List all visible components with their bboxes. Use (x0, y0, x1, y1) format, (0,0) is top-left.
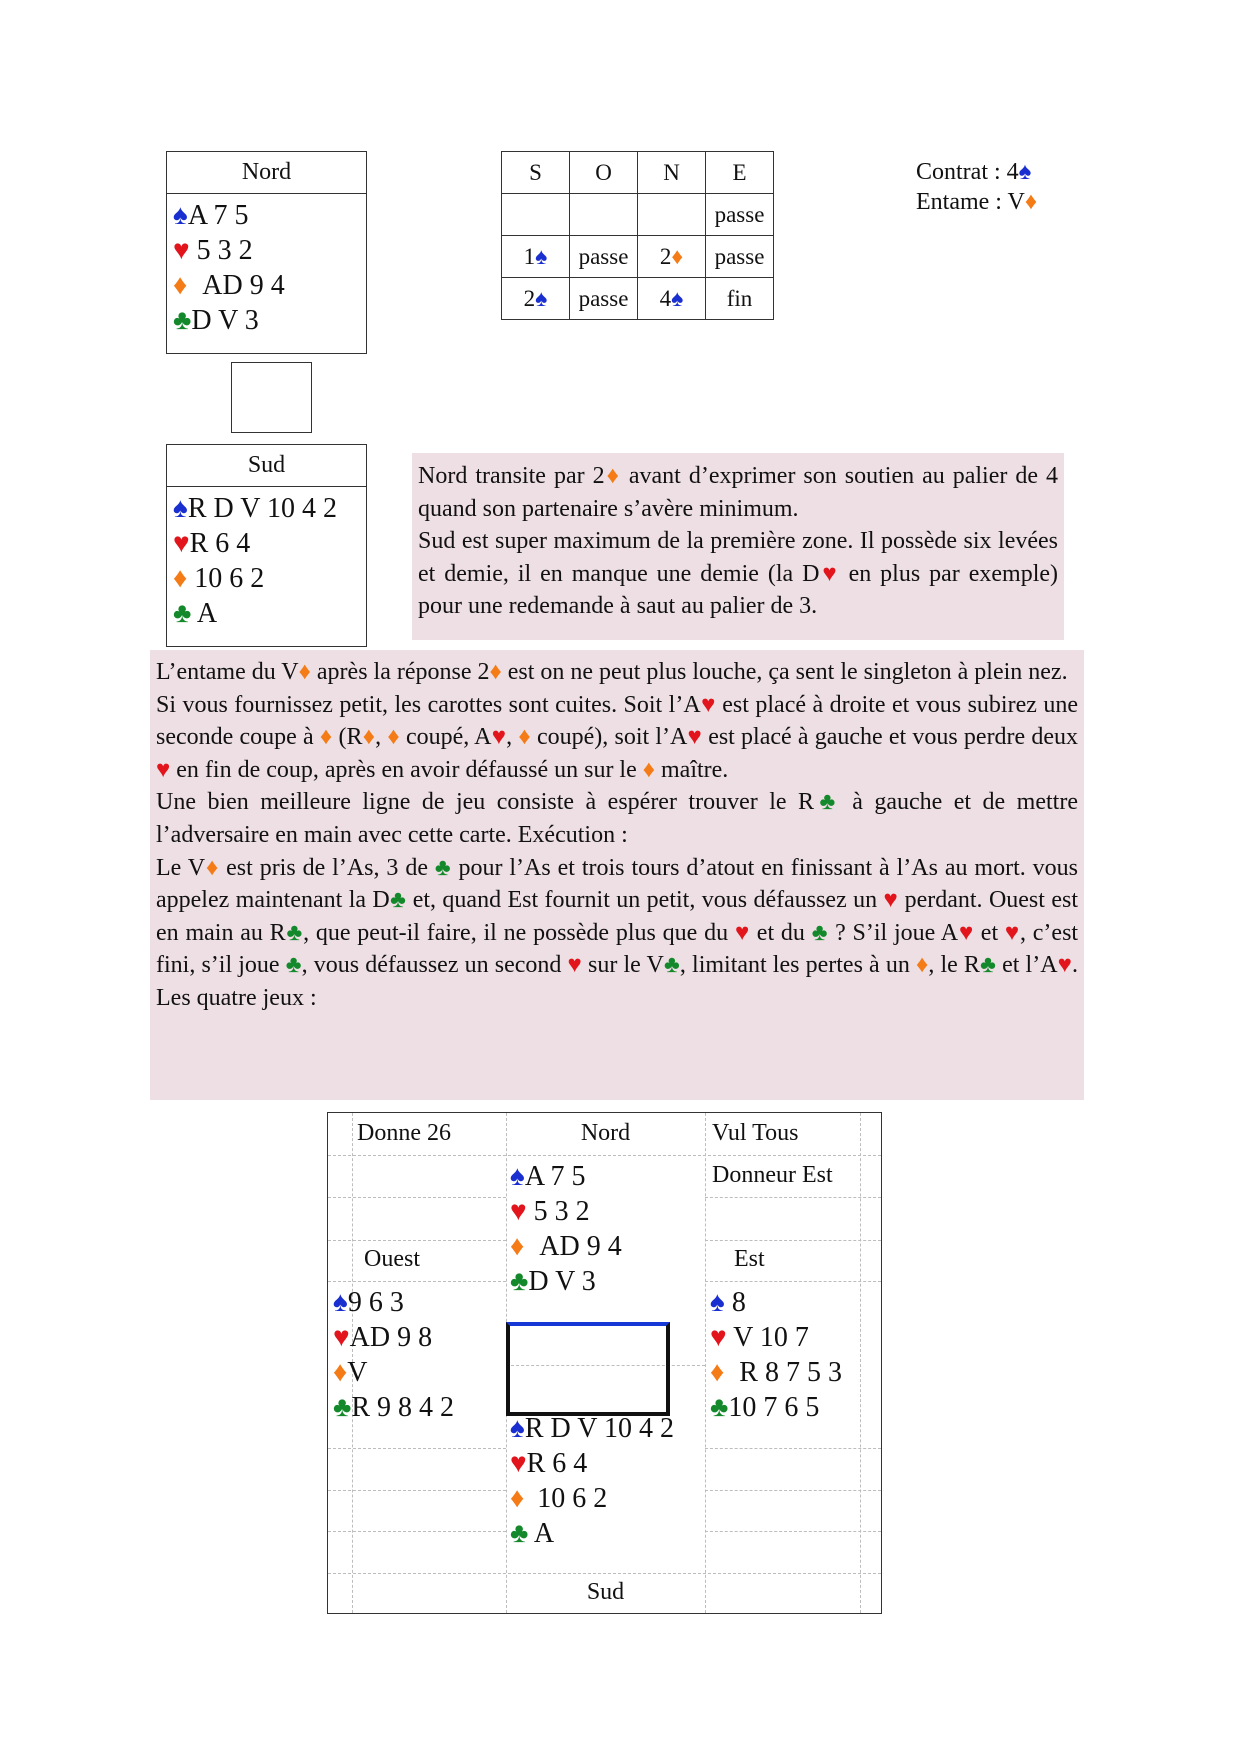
vulnerability: Vul Tous (712, 1120, 799, 1146)
heart-icon: ♥ (333, 1322, 350, 1353)
diamond-icon: ♦ (604, 463, 621, 489)
heart-icon: ♥ (173, 528, 190, 559)
grid-line (328, 1448, 506, 1449)
grid-line (705, 1490, 881, 1491)
bid-header: E (706, 152, 774, 194)
diamond-icon: ♦ (510, 1231, 525, 1262)
bidding-commentary (412, 453, 1064, 640)
south-hand-box (166, 444, 367, 647)
club-icon: ♣ (333, 1392, 352, 1423)
east-label: Est (734, 1246, 765, 1272)
grid-line (705, 1240, 881, 1241)
heart-icon: ♥ (567, 952, 582, 979)
south-label: Sud (586, 1579, 625, 1605)
north-label: Nord (580, 1120, 631, 1146)
heart-icon: ♥ (510, 1196, 527, 1227)
dealer: Donneur Est (712, 1162, 833, 1188)
deal-west-clubs: ♣R 9 8 4 2 (333, 1392, 455, 1423)
bid-cell (638, 194, 706, 236)
grid-line (328, 1155, 881, 1156)
grid-line (328, 1490, 506, 1491)
bidding-row (502, 278, 774, 320)
grid-line (705, 1448, 881, 1449)
heart-icon: ♥ (1057, 952, 1073, 979)
commentary-paragraph: Sud est super maximum de la première zone. Il possède six levées et demie, il en manque une demie (la D♥ en plus par exemple) pour une redemande à saut au palier de 3. (418, 528, 1059, 620)
commentary-paragraph: Nord transite par 2♦ avant d’exprimer son soutien au palier de 4 quand son partenaire s’avère minimum. (418, 463, 1059, 522)
contract-info (916, 157, 1037, 217)
bid-cell: passe (570, 278, 638, 320)
heart-icon: ♥ (819, 560, 840, 587)
deal-south-spades: ♠R D V 10 4 2 (510, 1413, 674, 1444)
diamond-icon: ♦ (1024, 189, 1038, 215)
heart-icon: ♥ (687, 724, 702, 751)
heart-icon: ♥ (1004, 919, 1020, 946)
diamond-icon: ♦ (298, 659, 311, 685)
bidding-row (502, 194, 774, 236)
contract-line: Contrat : 4♠ (916, 159, 1032, 185)
diamond-icon: ♦ (387, 724, 400, 751)
deal-diagram (327, 1112, 882, 1614)
club-icon: ♣ (814, 789, 841, 816)
grid-line (705, 1197, 881, 1198)
deal-south-hearts: ♥R 6 4 (510, 1448, 588, 1479)
spade-icon: ♠ (173, 493, 188, 524)
bid-cell: passe (706, 236, 774, 278)
deal-west-diamonds: ♦V (333, 1357, 368, 1388)
deal-east-diamonds: ♦ R 8 7 5 3 (710, 1357, 842, 1388)
bid-header: S (502, 152, 570, 194)
grid-line (860, 1113, 861, 1613)
club-icon: ♣ (510, 1266, 529, 1297)
heart-icon: ♥ (700, 691, 716, 718)
heart-icon: ♥ (734, 919, 750, 946)
deal-north-hearts: ♥ 5 3 2 (510, 1196, 590, 1227)
analysis-paragraph: Le V♦ est pris de l’As, 3 de ♣ pour l’As et trois tours d’atout en finissant à l’As au mort. vous appelez maintenant la D♣ et, quand Est fournit un petit, vous défaussez un ♥ perdant. Ouest est en main au R♣, que peut-il faire, il ne possède plus que du ♥ et du ♣ ? S’il joue A♥ et ♥, c’est fini, s’il joue ♣, vous défaussez un second ♥ sur le V♣, limitant les pertes à un ♦, le R♣ et l’A♥. Les quatre jeux : (156, 854, 1079, 1011)
deal-east-clubs: ♣10 7 6 5 (710, 1392, 820, 1423)
bid-cell: passe (570, 236, 638, 278)
diamond-icon: ♦ (362, 724, 376, 751)
diamond-icon: ♦ (173, 270, 188, 301)
bid-cell: 2♦ (638, 236, 706, 278)
club-icon: ♣ (389, 887, 407, 914)
diamond-icon: ♦ (510, 1483, 525, 1514)
deal-north-clubs: ♣D V 3 (510, 1266, 596, 1297)
club-icon: ♣ (173, 305, 192, 336)
south-clubs: ♣ A (173, 598, 218, 629)
spade-icon: ♠ (510, 1161, 525, 1192)
grid-line (705, 1281, 881, 1282)
spade-icon: ♠ (671, 285, 684, 311)
north-hand-title: Nord (167, 152, 366, 194)
heart-icon: ♥ (883, 887, 899, 914)
analysis-paragraph: Une bien meilleure ligne de jeu consiste à espérer trouver le R♣ à gauche et de mettre l’adversaire en main avec cette carte. Exécution : (156, 789, 1078, 848)
club-icon: ♣ (811, 919, 829, 946)
grid-line (705, 1531, 881, 1532)
heart-icon: ♥ (710, 1322, 727, 1353)
club-icon: ♣ (710, 1392, 729, 1423)
bid-cell (502, 194, 570, 236)
deal-north-spades: ♠A 7 5 (510, 1161, 586, 1192)
south-hand-title: Sud (167, 445, 366, 487)
bid-cell: 4♠ (638, 278, 706, 320)
club-icon: ♣ (173, 598, 192, 629)
spade-icon: ♠ (333, 1287, 348, 1318)
grid-line (328, 1281, 506, 1282)
bid-cell: passe (706, 194, 774, 236)
deal-south-clubs: ♣ A (510, 1518, 555, 1549)
bid-header: O (570, 152, 638, 194)
south-hearts: ♥R 6 4 (173, 528, 251, 559)
bid-cell (570, 194, 638, 236)
bid-cell: 1♠ (502, 236, 570, 278)
deal-west-spades: ♠9 6 3 (333, 1287, 404, 1318)
diamond-icon: ♦ (518, 724, 531, 751)
west-label: Ouest (364, 1246, 420, 1272)
diamond-icon: ♦ (710, 1357, 725, 1388)
heart-icon: ♥ (173, 235, 190, 266)
table-square (231, 362, 312, 433)
deal-north-diamonds: ♦ AD 9 4 (510, 1231, 622, 1262)
club-icon: ♣ (285, 952, 302, 979)
heart-icon: ♥ (491, 724, 507, 751)
lead-line: Entame : V♦ (916, 189, 1038, 215)
grid-line (705, 1113, 706, 1613)
diamond-icon: ♦ (319, 724, 333, 751)
heart-icon: ♥ (510, 1448, 527, 1479)
spade-icon: ♠ (510, 1413, 525, 1444)
deal-west-hearts: ♥AD 9 8 (333, 1322, 433, 1353)
spade-icon: ♠ (173, 200, 188, 231)
diamond-icon: ♦ (642, 756, 655, 783)
club-icon: ♣ (285, 919, 304, 946)
spade-icon: ♠ (1018, 159, 1032, 185)
north-diamonds: ♦ AD 9 4 (173, 270, 285, 301)
analysis-paragraph: L’entame du V♦ après la réponse 2♦ est on ne peut plus louche, ça sent le singleton à plein nez. (156, 659, 1068, 685)
south-diamonds: ♦ 10 6 2 (173, 563, 265, 594)
bid-cell: fin (706, 278, 774, 320)
grid-line (328, 1197, 506, 1198)
deal-south-diamonds: ♦ 10 6 2 (510, 1483, 608, 1514)
south-spades: ♠R D V 10 4 2 (173, 493, 337, 524)
club-icon: ♣ (979, 952, 996, 979)
club-icon: ♣ (434, 854, 452, 881)
grid-line (328, 1573, 881, 1574)
deal-east-hearts: ♥ V 10 7 (710, 1322, 809, 1353)
diamond-icon: ♦ (489, 659, 502, 685)
analysis-paragraph: Si vous fournissez petit, les carottes sont cuites. Soit l’A♥ est placé à droite et vous subirez une seconde coupe à ♦ (R♦, ♦ coupé, A♥, ♦ coupé), soit l’A♥ est placé à gauche et vous perdre deux ♥ en fin de coup, après en avoir défaussé un sur le ♦ maître. (156, 691, 1079, 783)
grid-line (328, 1531, 506, 1532)
club-icon: ♣ (510, 1518, 529, 1549)
spade-icon: ♠ (710, 1287, 725, 1318)
north-hand-box (166, 151, 367, 354)
diamond-icon: ♦ (915, 952, 929, 979)
north-hearts: ♥ 5 3 2 (173, 235, 253, 266)
diamond-icon: ♦ (173, 563, 188, 594)
diamond-icon: ♦ (205, 854, 220, 881)
diamond-icon: ♦ (333, 1357, 348, 1388)
bidding-header-row (502, 152, 774, 194)
heart-icon: ♥ (156, 756, 171, 783)
north-spades: ♠A 7 5 (173, 200, 249, 231)
deal-number: Donne 26 (357, 1120, 451, 1146)
heart-icon: ♥ (958, 919, 974, 946)
north-clubs: ♣D V 3 (173, 305, 259, 336)
card-table (506, 1322, 670, 1416)
bid-cell: 2♠ (502, 278, 570, 320)
diamond-icon: ♦ (671, 243, 684, 269)
bidding-row (502, 236, 774, 278)
spade-icon: ♠ (535, 285, 548, 311)
bid-header: N (638, 152, 706, 194)
grid-line (328, 1240, 506, 1241)
deal-east-spades: ♠ 8 (710, 1287, 746, 1318)
spade-icon: ♠ (535, 243, 548, 269)
club-icon: ♣ (663, 952, 680, 979)
bidding-table (501, 151, 774, 320)
play-analysis (150, 650, 1084, 1100)
